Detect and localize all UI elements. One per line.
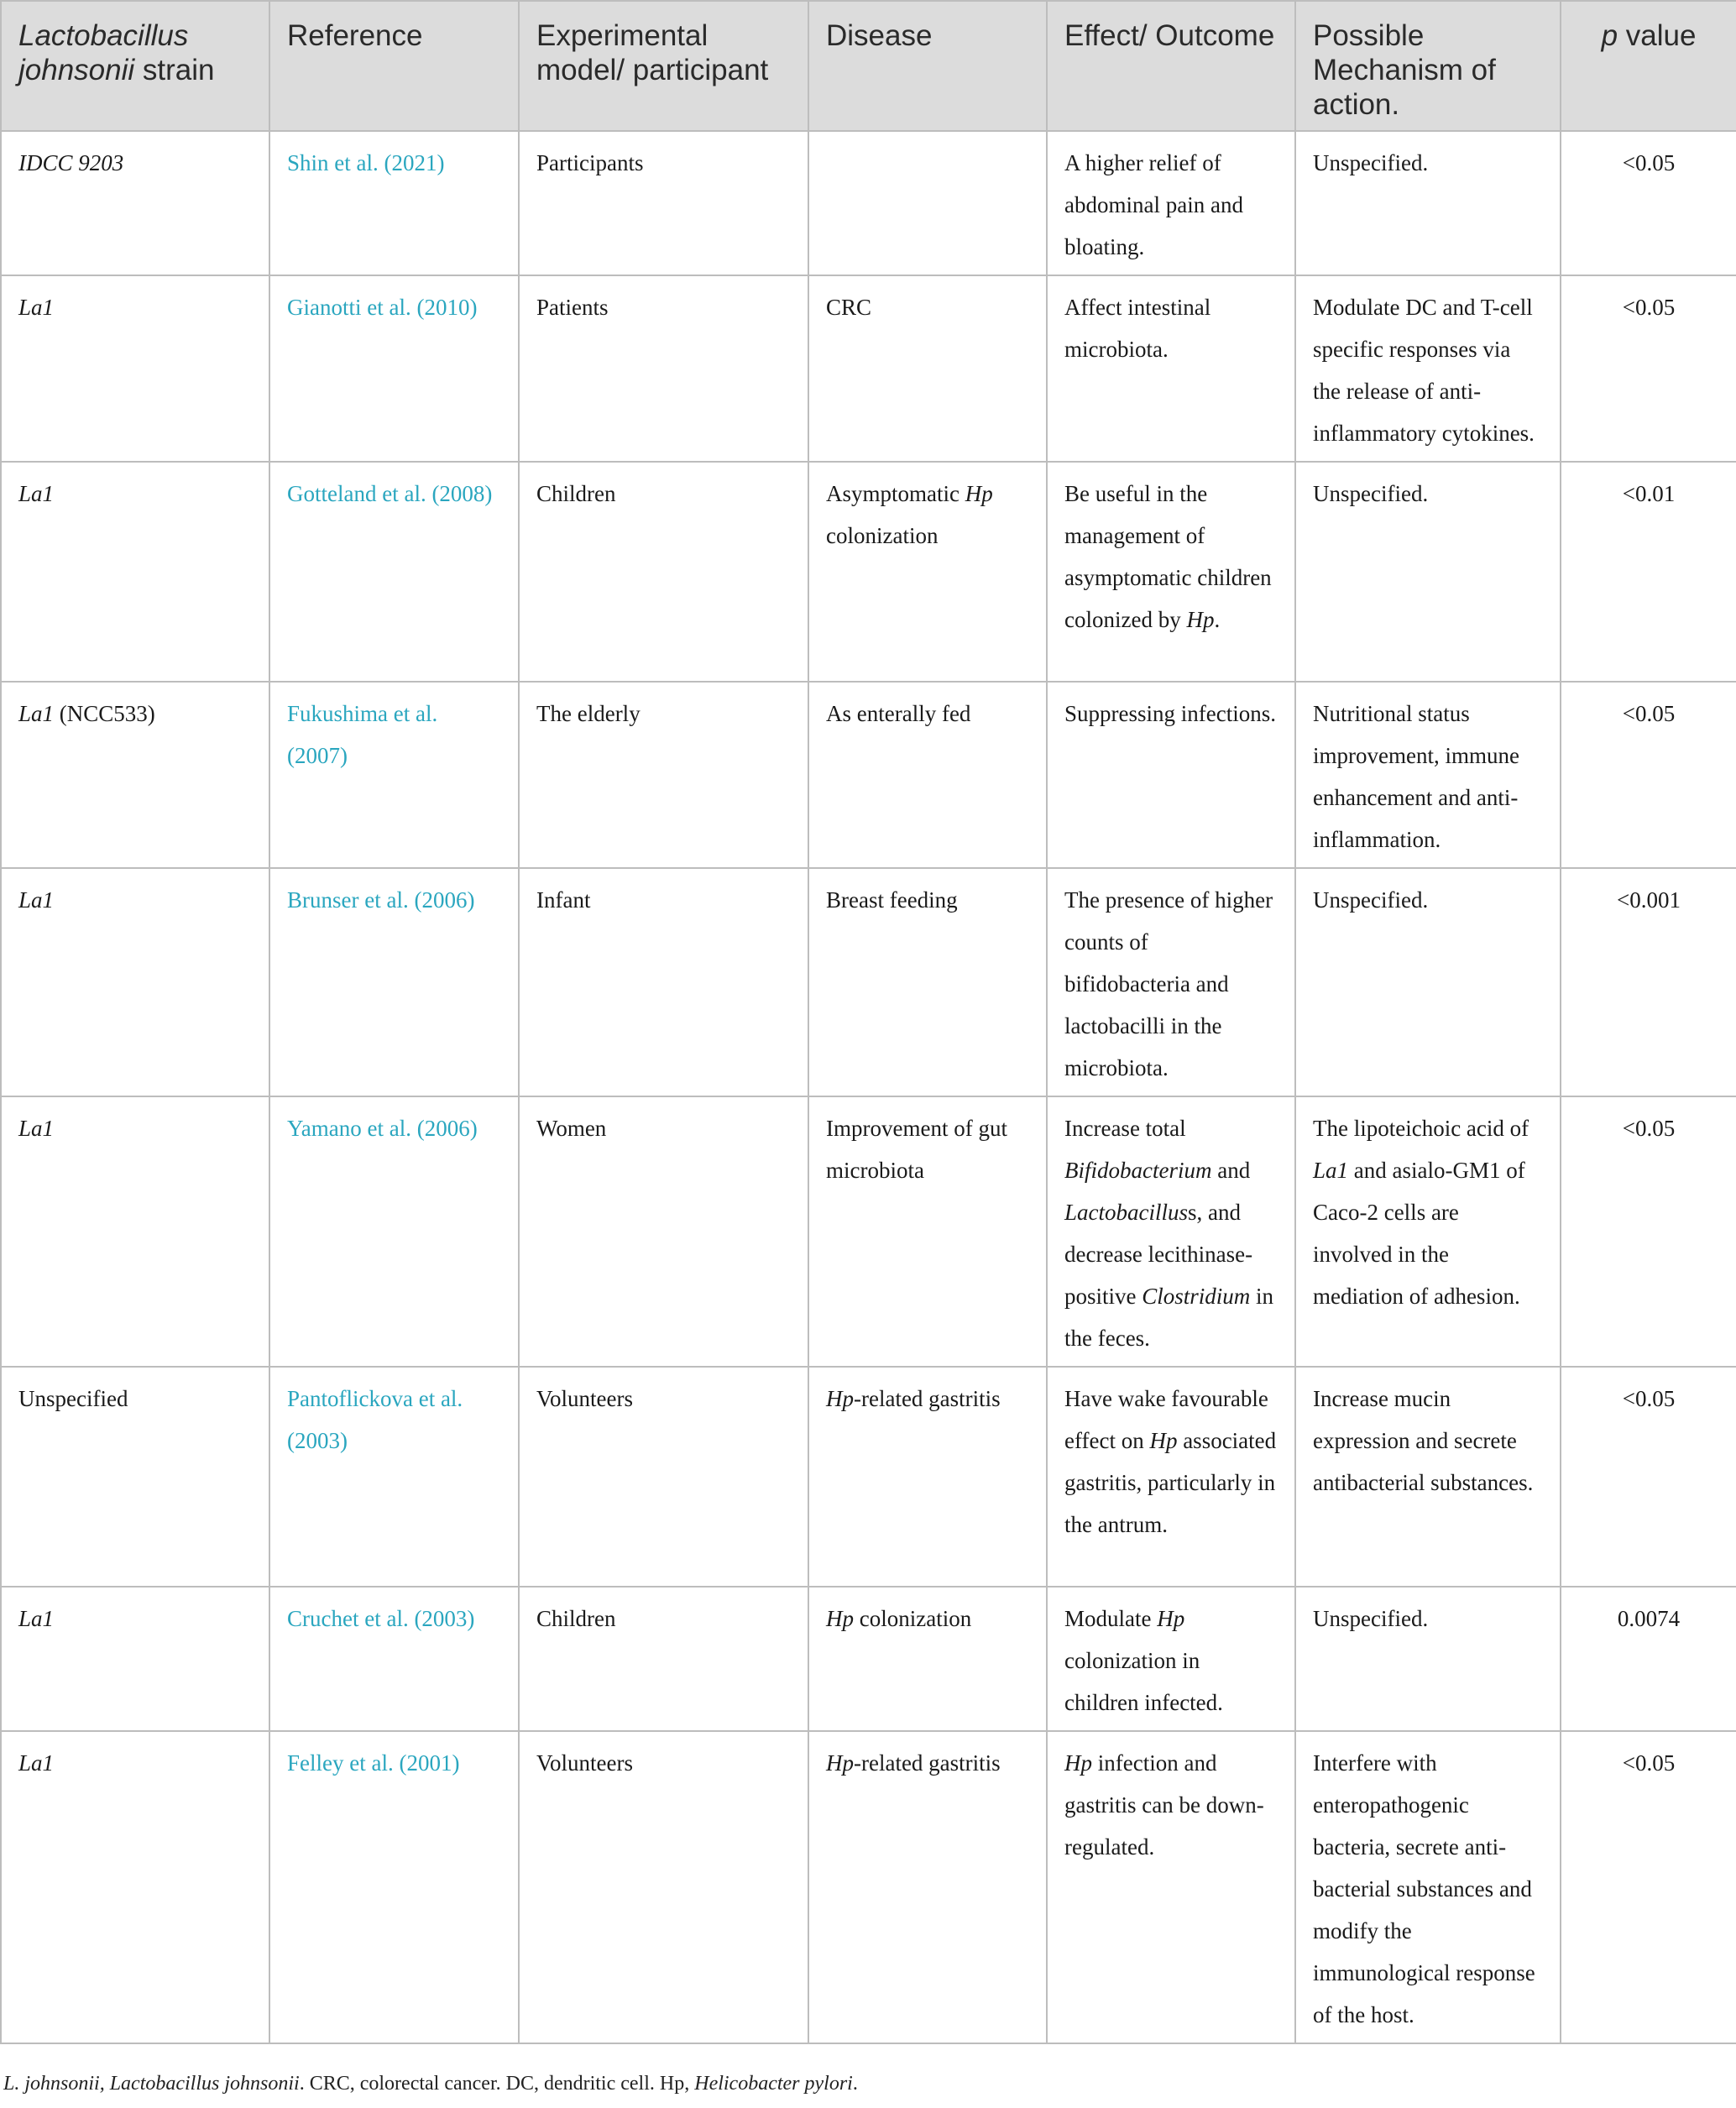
cell-disease-text: Hp <box>965 481 993 506</box>
cell-effect-text: s, and decrease lecithinase-positive <box>1064 1200 1253 1309</box>
cell-model: Children <box>519 462 808 682</box>
header-pvalue <box>1561 1 1736 131</box>
cell-pvalue: <0.05 <box>1561 1367 1736 1587</box>
cell-mechanism-text: Unspecified. <box>1313 887 1429 913</box>
cell-reference-link[interactable]: Gotteland et al. (2008) <box>269 462 519 682</box>
cell-effect <box>1047 1731 1295 2043</box>
cell-pvalue: <0.001 <box>1561 868 1736 1096</box>
cell-model: Volunteers <box>519 1731 808 2043</box>
cell-effect <box>1047 682 1295 868</box>
cell-effect-text: Hp <box>1149 1428 1178 1453</box>
cell-pvalue: 0.0074 <box>1561 1587 1736 1731</box>
cell-effect-text: Be useful in the management of asymptomatic children colonized by <box>1064 481 1272 632</box>
cell-strain-text: La1 <box>18 701 55 726</box>
cell-mechanism <box>1295 1367 1561 1587</box>
cell-pvalue: <0.05 <box>1561 682 1736 868</box>
footnote-part: . CRC, colorectal cancer. DC, dendritic cell. Hp, <box>299 2073 695 2095</box>
header-strain <box>1 1 269 131</box>
header-reference: Reference <box>269 1 519 131</box>
cell-strain-text: IDCC 9203 <box>18 150 124 175</box>
cell-strain-text: La1 <box>18 1750 55 1776</box>
cell-strain-text: La1 <box>18 887 55 913</box>
table-row <box>1 1587 1736 1731</box>
cell-effect-text: . <box>1214 607 1221 632</box>
cell-strain-text: La1 <box>18 1116 55 1141</box>
cell-strain-text: La1 <box>18 481 55 506</box>
table-row <box>1 275 1736 462</box>
table-row <box>1 868 1736 1096</box>
table-header <box>1 1 1736 131</box>
cell-mechanism-text: Nutritional status improvement, immune enhancement and anti-inflammation. <box>1313 701 1519 852</box>
header-effect: Effect/ Outcome <box>1047 1 1295 131</box>
cell-mechanism-text: and asialo-GM1 of Caco-2 cells are involved in the mediation of adhesion. <box>1313 1158 1525 1309</box>
cell-disease-text: Hp <box>826 1606 854 1631</box>
header-pvalue-p: p <box>1601 19 1618 52</box>
header-strain-suffix: strain <box>134 54 215 86</box>
cell-model: Patients <box>519 275 808 462</box>
cell-effect <box>1047 1587 1295 1731</box>
cell-disease-text: colonization <box>826 523 939 548</box>
cell-disease-text: colonization <box>854 1606 972 1631</box>
cell-mechanism <box>1295 868 1561 1096</box>
cell-mechanism-text: Unspecified. <box>1313 481 1429 506</box>
cell-reference-link[interactable]: Yamano et al. (2006) <box>269 1096 519 1367</box>
cell-disease-text: Improvement of gut microbiota <box>826 1116 1007 1183</box>
cell-mechanism-text: Modulate DC and T-cell specific responses via the release of anti-inflammatory cytokines. <box>1313 295 1535 446</box>
header-mechanism: Possible Mechanism of action. <box>1295 1 1561 131</box>
cell-disease-text: As enterally fed <box>826 701 971 726</box>
cell-mechanism <box>1295 1731 1561 2043</box>
header-pvalue-suffix: value <box>1618 19 1697 52</box>
table-row <box>1 131 1736 275</box>
cell-disease <box>808 1587 1047 1731</box>
cell-effect-text: Hp <box>1064 1750 1092 1776</box>
cell-effect-text: infection and gastritis can be down-regulated. <box>1064 1750 1264 1860</box>
cell-model: Women <box>519 1096 808 1367</box>
cell-model: The elderly <box>519 682 808 868</box>
cell-strain <box>1 682 269 868</box>
cell-disease-text: -related gastritis <box>854 1750 1001 1776</box>
cell-strain <box>1 868 269 1096</box>
cell-strain-text: La1 <box>18 1606 55 1631</box>
cell-mechanism <box>1295 131 1561 275</box>
table-footnote <box>3 2071 858 2096</box>
cell-effect <box>1047 275 1295 462</box>
cell-model: Participants <box>519 131 808 275</box>
cell-effect-text: Lactobacillus <box>1064 1200 1188 1225</box>
table-row <box>1 462 1736 682</box>
cell-disease <box>808 868 1047 1096</box>
cell-disease-text: Asymptomatic <box>826 481 965 506</box>
cell-mechanism-text: La1 <box>1313 1158 1349 1183</box>
table-row <box>1 1367 1736 1587</box>
cell-effect-text: Suppressing infections. <box>1064 701 1276 726</box>
cell-disease <box>808 131 1047 275</box>
cell-pvalue: <0.01 <box>1561 462 1736 682</box>
cell-disease <box>808 1096 1047 1367</box>
header-disease: Disease <box>808 1 1047 131</box>
cell-mechanism-text: Unspecified. <box>1313 150 1429 175</box>
cell-reference-link[interactable]: Cruchet et al. (2003) <box>269 1587 519 1731</box>
cell-pvalue: <0.05 <box>1561 1096 1736 1367</box>
cell-mechanism-text: Unspecified. <box>1313 1606 1429 1631</box>
cell-effect <box>1047 1367 1295 1587</box>
cell-strain <box>1 275 269 462</box>
cell-mechanism-text: The lipoteichoic acid of <box>1313 1116 1529 1141</box>
cell-effect-text: Hp <box>1157 1606 1185 1631</box>
cell-disease-text: Breast feeding <box>826 887 958 913</box>
cell-effect-text: Increase total <box>1064 1116 1186 1141</box>
cell-disease <box>808 275 1047 462</box>
cell-disease <box>808 682 1047 868</box>
cell-reference-link[interactable]: Pantoflickova et al. (2003) <box>269 1367 519 1587</box>
cell-disease <box>808 1731 1047 2043</box>
cell-mechanism <box>1295 1587 1561 1731</box>
cell-effect-text: colonization in children infected. <box>1064 1648 1223 1715</box>
cell-strain <box>1 1587 269 1731</box>
cell-strain <box>1 462 269 682</box>
cell-effect-text: Hp <box>1186 607 1215 632</box>
table-row <box>1 682 1736 868</box>
cell-mechanism <box>1295 1096 1561 1367</box>
cell-effect-text: Have wake favourable effect on <box>1064 1386 1268 1453</box>
cell-effect-text: Clostridium <box>1142 1284 1251 1309</box>
cell-disease-text: CRC <box>826 295 872 320</box>
table-row <box>1 1096 1736 1367</box>
cell-reference-link[interactable]: Gianotti et al. (2010) <box>269 275 519 462</box>
header-row <box>1 1 1736 131</box>
cell-disease <box>808 462 1047 682</box>
footnote-part: L. johnsonii, Lactobacillus johnsonii <box>3 2073 300 2095</box>
cell-effect-text: A higher relief of abdominal pain and bloating. <box>1064 150 1243 259</box>
cell-reference-link[interactable]: Fukushima et al. (2007) <box>269 682 519 868</box>
cell-strain <box>1 1731 269 2043</box>
cell-effect <box>1047 131 1295 275</box>
cell-mechanism-text: Increase mucin expression and secrete antibacterial substances. <box>1313 1386 1534 1495</box>
cell-effect-text: Bifidobacterium <box>1064 1158 1212 1183</box>
cell-model: Children <box>519 1587 808 1731</box>
cell-disease-text: -related gastritis <box>854 1386 1001 1411</box>
cell-effect-text: and <box>1211 1158 1251 1183</box>
footnote-part: . <box>852 2073 858 2095</box>
cell-effect-text: Modulate <box>1064 1606 1158 1631</box>
cell-mechanism <box>1295 682 1561 868</box>
cell-reference-link[interactable]: Shin et al. (2021) <box>269 131 519 275</box>
cell-strain-text: (NCC533) <box>54 701 155 726</box>
cell-reference-link[interactable]: Felley et al. (2001) <box>269 1731 519 2043</box>
cell-effect-text: in the feces. <box>1064 1284 1274 1351</box>
cell-mechanism <box>1295 462 1561 682</box>
footnote-part: Helicobacter pylori <box>694 2073 853 2095</box>
cell-mechanism <box>1295 275 1561 462</box>
cell-strain <box>1 131 269 275</box>
cell-effect-text: The presence of higher counts of bifidobacteria and lactobacilli in the microbiota. <box>1064 887 1273 1080</box>
table-body <box>1 131 1736 2043</box>
cell-strain-text: La1 <box>18 295 55 320</box>
cell-disease-text: Hp <box>826 1386 854 1411</box>
cell-pvalue: <0.05 <box>1561 1731 1736 2043</box>
cell-strain-text: Unspecified <box>18 1386 128 1411</box>
cell-pvalue: <0.05 <box>1561 131 1736 275</box>
cell-model: Infant <box>519 868 808 1096</box>
cell-effect <box>1047 1096 1295 1367</box>
cell-effect-text: Affect intestinal microbiota. <box>1064 295 1211 362</box>
header-model: Experimental model/ participant <box>519 1 808 131</box>
cell-reference-link[interactable]: Brunser et al. (2006) <box>269 868 519 1096</box>
cell-effect <box>1047 462 1295 682</box>
cell-effect-text: associated gastritis, particularly in the antrum. <box>1064 1428 1277 1537</box>
cell-strain <box>1 1096 269 1367</box>
cell-strain <box>1 1367 269 1587</box>
header-strain-species: Lactobacillus johnsonii <box>18 19 189 86</box>
cell-pvalue: <0.05 <box>1561 275 1736 462</box>
cell-mechanism-text: Interfere with enteropathogenic bacteria, secrete anti-bacterial substances and modify the immunological response of the host. <box>1313 1750 1535 2027</box>
cell-model: Volunteers <box>519 1367 808 1587</box>
table-row <box>1 1731 1736 2043</box>
cell-disease-text: Hp <box>826 1750 854 1776</box>
cell-effect <box>1047 868 1295 1096</box>
cell-disease <box>808 1367 1047 1587</box>
